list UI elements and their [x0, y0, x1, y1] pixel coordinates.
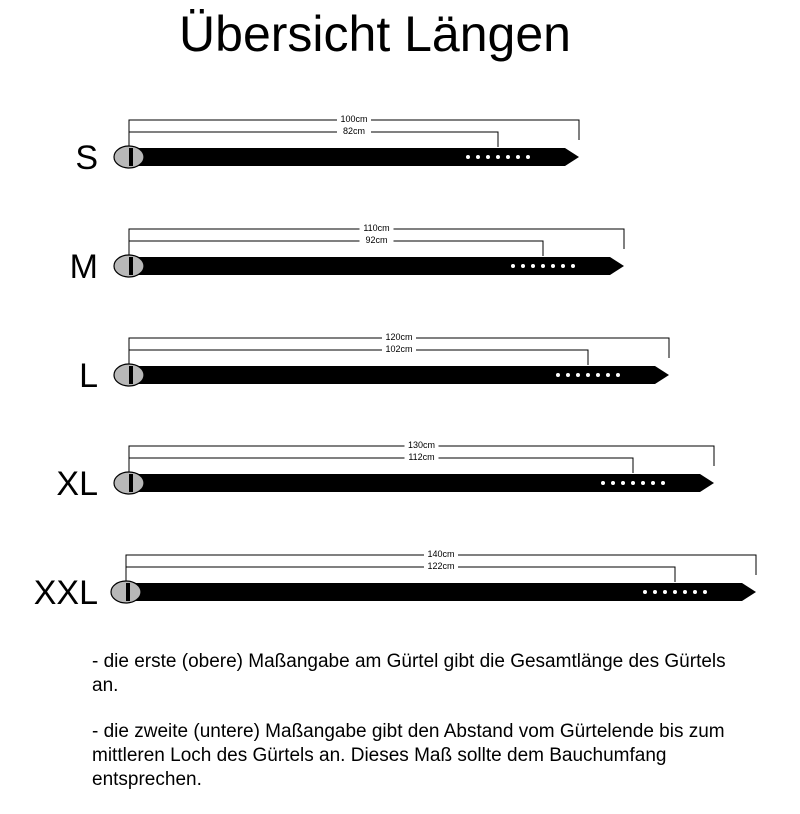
belt-hole [466, 155, 470, 159]
belt-hole [551, 264, 555, 268]
belt-hole [556, 373, 560, 377]
belt-hole [516, 155, 520, 159]
buckle-edge [129, 148, 133, 166]
size-label: M [69, 248, 98, 286]
hole-distance-label: 82cm [342, 126, 366, 136]
belt-hole [683, 590, 687, 594]
size-label: L [79, 357, 98, 395]
total-length-label: 100cm [340, 114, 368, 124]
belt-hole [621, 481, 625, 485]
hole-distance-bracket [129, 350, 588, 365]
buckle-edge [129, 366, 133, 384]
hole-distance-bracket [129, 132, 498, 147]
belt-hole [631, 481, 635, 485]
belt-hole [541, 264, 545, 268]
belt-row [70, 223, 624, 286]
size-label: XL [56, 465, 98, 503]
size-label: S [75, 139, 98, 177]
belt-hole [531, 264, 535, 268]
belt-row [75, 114, 579, 177]
belt-row [56, 440, 714, 503]
belt-hole [601, 481, 605, 485]
total-length-label: 130cm [407, 440, 436, 450]
belt-hole [576, 373, 580, 377]
belt-hole [606, 373, 610, 377]
belt-hole [506, 155, 510, 159]
belt-hole [653, 590, 657, 594]
buckle-edge [126, 583, 130, 601]
hole-distance-bracket [129, 241, 543, 256]
belt-hole [616, 373, 620, 377]
belt-hole [486, 155, 490, 159]
belt-hole [566, 373, 570, 377]
belt-hole [643, 590, 647, 594]
belt-hole [571, 264, 575, 268]
belt-hole [661, 481, 665, 485]
total-length-label: 120cm [385, 332, 413, 342]
hole-distance-bracket [126, 567, 675, 582]
buckle-edge [129, 474, 133, 492]
belt-strap [126, 583, 756, 601]
size-label: XXL [33, 574, 98, 612]
hole-distance-label: 112cm [408, 452, 435, 462]
belt-row [34, 549, 756, 612]
total-length-label: 110cm [363, 223, 390, 233]
belt-hole [511, 264, 515, 268]
belt-hole [561, 264, 565, 268]
belt-strap [129, 474, 714, 492]
note-hole-distance: - die zweite (untere) Maßangabe gibt den Abstand vom Gürtelende bis zum mittleren Loch des Gürtels an. Dieses Maß sollte dem Bauchumfang entsprechen. [92, 721, 725, 790]
note-total-length: - die erste (obere) Maßangabe am Gürtel gibt die Gesamtlänge des Gürtels an. [92, 651, 726, 696]
belt-hole [663, 590, 667, 594]
belt-hole [526, 155, 530, 159]
belt-hole [586, 373, 590, 377]
belt-hole [651, 481, 655, 485]
belt-strap [129, 257, 624, 275]
belt-hole [596, 373, 600, 377]
hole-distance-label: 92cm [365, 235, 388, 245]
belt-hole [521, 264, 525, 268]
hole-distance-label: 122cm [427, 561, 455, 571]
belt-row [79, 332, 669, 395]
hole-distance-bracket [129, 458, 633, 473]
belt-hole [703, 590, 707, 594]
hole-distance-label: 102cm [385, 344, 413, 354]
belt-hole [476, 155, 480, 159]
notes [92, 650, 732, 814]
belt-hole [673, 590, 677, 594]
belt-hole [693, 590, 697, 594]
buckle-edge [129, 257, 133, 275]
belt-strap [129, 148, 579, 166]
total-length-label: 140cm [427, 549, 455, 559]
belt-hole [611, 481, 615, 485]
page-title: Übersicht Längen [179, 6, 571, 62]
belt-hole [641, 481, 645, 485]
belt-hole [496, 155, 500, 159]
